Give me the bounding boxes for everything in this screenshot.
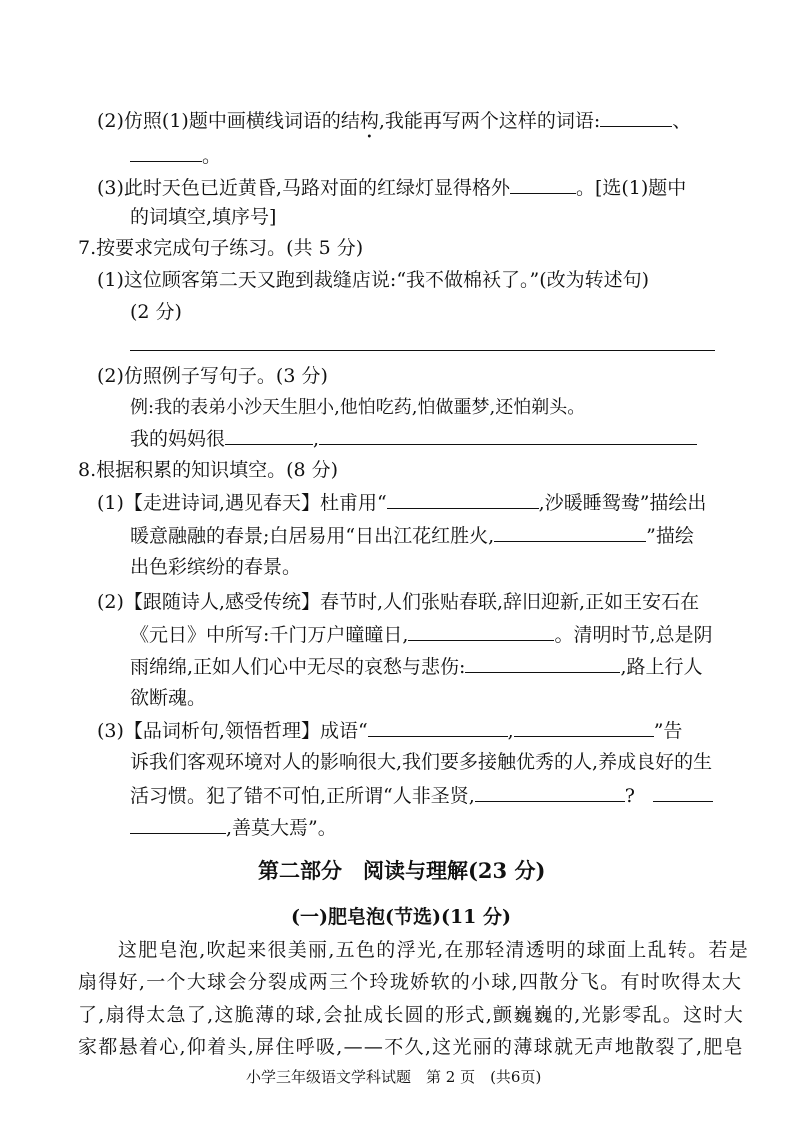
q8-part1-text-b: ,沙暖睡鸳鸯”描绘出 <box>538 492 707 514</box>
q6-part3-text-b: 。[选(1)题中 <box>575 177 687 199</box>
q8-part2-blank-2[interactable] <box>465 654 620 673</box>
q8-part1-blank-2[interactable] <box>494 523 646 542</box>
q6-part3-text-c: 的词填空,填序号] <box>130 206 277 228</box>
q8-part3-blank-2[interactable] <box>514 718 654 737</box>
q6-part2-end: 。 <box>202 145 222 167</box>
q8-part2-blank-1[interactable] <box>408 622 554 641</box>
q8-part2-line3 <box>130 654 703 679</box>
q8-part1-line1 <box>97 490 706 515</box>
q8-part3-text-a: (3)【品词析句,领悟哲理】成语“ <box>97 720 368 742</box>
q6-part2-blank-2[interactable] <box>130 143 202 162</box>
q7-part1-line2: (2 分) <box>130 301 182 323</box>
q8-part2-line1: (2)【跟随诗人,感受传统】春节时,人们张贴春联,辞旧迎新,正如王安石在 <box>97 591 700 613</box>
q8-part3-blank-1[interactable] <box>368 718 508 737</box>
q8-part3-blank-5[interactable] <box>130 815 226 834</box>
q8-title: 8.根据积累的知识填空。(8 分) <box>78 459 339 481</box>
q8-part1-text-d: ”描绘 <box>646 525 694 547</box>
q8-part3-question: ? <box>624 785 635 807</box>
q7-part2-title: (2)仿照例子写句子。(3 分) <box>97 365 328 387</box>
q8-part3-blank-4[interactable] <box>653 783 713 802</box>
q8-part2-text-d: 雨绵绵,正如人们心中无尽的哀愁与悲伤: <box>130 656 466 678</box>
q8-part3-comma: , <box>507 720 514 742</box>
page-footer: 小学三年级语文学科试题 第 2 页 (共6页) <box>246 1068 542 1086</box>
q6-part2-text-a: (2)仿照(1)题中画横线词语的结 <box>97 110 360 132</box>
passage-line-4: 家都悬着心,仰着头,屏住呼吸,——不久,这光丽的薄球就无声地散裂了,肥皂 <box>78 1036 744 1058</box>
passage-line-2: 扇得好,一个大球会分裂成两三个玲珑娇软的小球,四散分飞。有时吹得太大 <box>78 971 743 993</box>
q8-part3-text-b: ”告 <box>653 720 683 742</box>
q6-part3-line1 <box>97 175 686 200</box>
q7-example: 例:我的表弟小沙天生胆小,他怕吃药,怕做噩梦,还怕剃头。 <box>130 397 586 418</box>
q8-part1-blank-1[interactable] <box>387 490 539 509</box>
q8-part3-line2: 诉我们客观环境对人的影响很大,我们要多接触优秀的人,养成良好的生 <box>130 751 713 773</box>
q7-part2-blank-2[interactable] <box>319 426 697 445</box>
q7-title: 7.按要求完成句子练习。(共 5 分) <box>78 237 364 259</box>
q8-part1-line3: 出色彩缤纷的春景。 <box>130 556 302 578</box>
q8-part3-line3 <box>130 783 713 808</box>
q7-part1-answer-line[interactable] <box>130 350 715 351</box>
q8-part3-blank-3[interactable] <box>475 783 625 802</box>
q8-part1-text-a: (1)【走进诗词,遇见春天】杜甫用“ <box>97 492 387 514</box>
q7-part2-answer-line <box>130 426 697 451</box>
q6-part3-text-a: (3)此时天色已近黄昏,马路对面的红绿灯显得格外 <box>97 177 510 199</box>
passage-line-1: 这肥皂泡,吹起来很美丽,五色的浮光,在那轻清透明的球面上乱转。若是 <box>118 939 750 961</box>
q6-part2-line1 <box>97 108 691 143</box>
q8-part1-line2 <box>130 523 694 548</box>
q8-part3-line1 <box>97 718 682 743</box>
q7-part2-comma: , <box>313 428 320 450</box>
q8-part2-text-e: ,路上行人 <box>620 656 703 678</box>
part2-title: 第二部分 阅读与理解(23 分) <box>258 858 546 883</box>
q8-part3-line4 <box>130 815 337 840</box>
q6-part3-blank[interactable] <box>510 175 576 194</box>
q6-part2-sep: 、 <box>672 110 692 132</box>
q7-part1-line1: (1)这位顾客第二天又跑到裁缝店说:“我不做棉袄了。”(改为转述句) <box>97 269 650 291</box>
q6-part2-blank-1[interactable] <box>600 108 672 127</box>
q8-part3-text-e: ,善莫大焉”。 <box>226 817 337 839</box>
passage-line-3: 了,扇得太急了,这脆薄的球,会扯成长圆的形式,颤巍巍的,光影零乱。这时大 <box>78 1004 744 1026</box>
q8-part2-text-b: 《元日》中所写:千门万户曈曈日, <box>130 624 409 646</box>
q8-part1-text-c: 暖意融融的春景;白居易用“日出江花红胜火, <box>130 525 495 547</box>
q8-part2-line2 <box>130 622 713 647</box>
q7-part2-prefix: 我的妈妈很 <box>130 428 226 450</box>
q8-part2-line4: 欲断魂。 <box>130 687 207 709</box>
q6-part2-text-b: ,我能再写两个这样的词语: <box>378 110 601 132</box>
q6-part3-line2 <box>130 205 276 229</box>
q6-part2-dotted: 构 <box>359 110 379 132</box>
reading-passage-title: (一)肥皂泡(节选)(11 分) <box>291 906 511 928</box>
q6-part2-line2 <box>130 143 221 168</box>
q8-part2-text-c: 。清明时节,总是阴 <box>554 624 713 646</box>
q8-part3-text-d: 活习惯。犯了错不可怕,正所谓“人非圣贤, <box>130 785 475 807</box>
q7-part2-blank-1[interactable] <box>225 426 313 445</box>
